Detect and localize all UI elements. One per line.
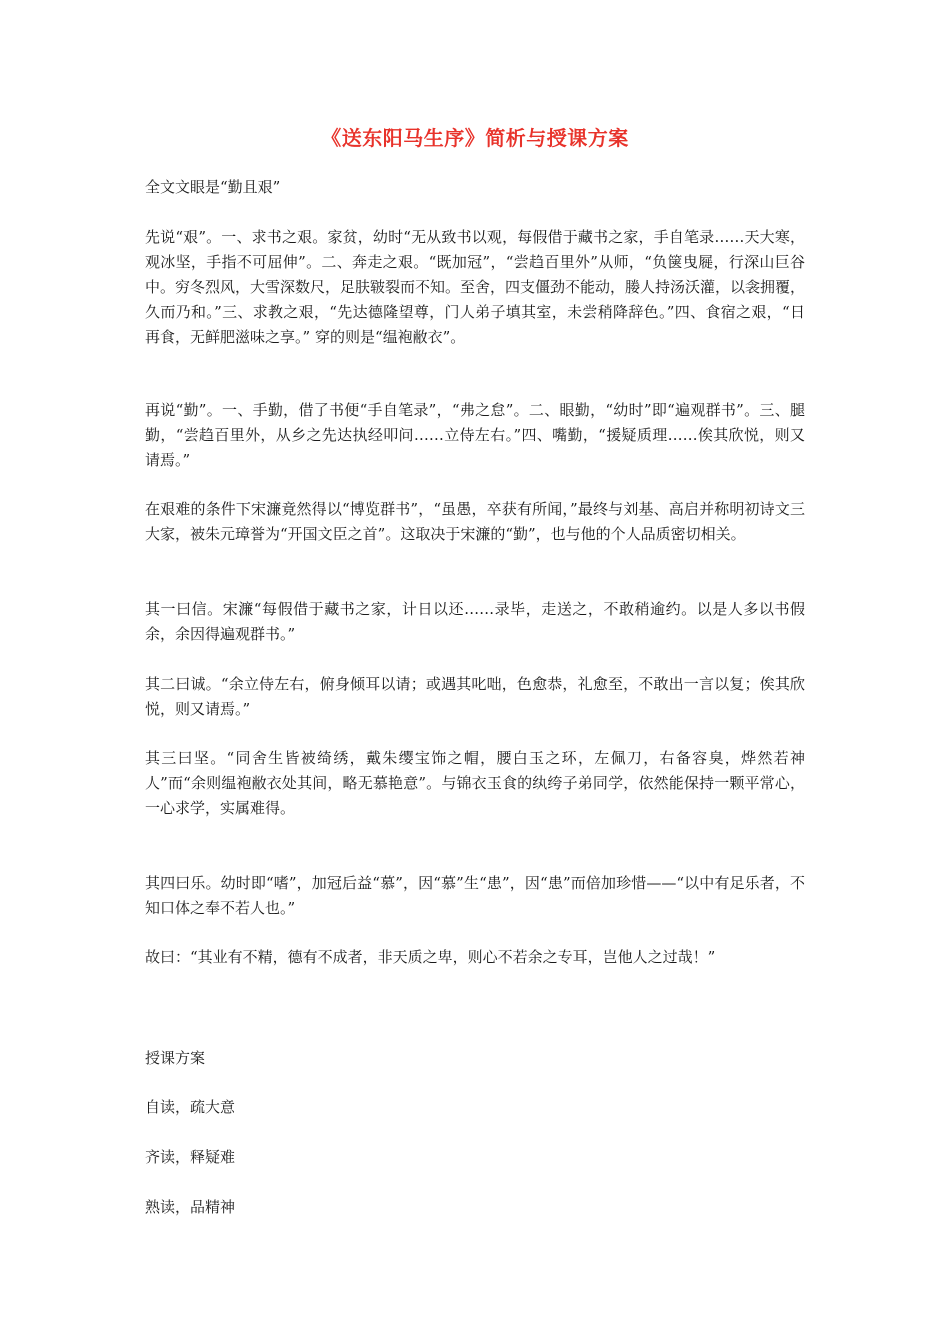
paragraph-achievement: 在艰难的条件下宋濂竟然得以“博览群书”，“虽愚，卒获有所闻，”最终与刘基、高启并称明初诗文三大家，被朱元璋誉为“开国文臣之首”。这取决于宋濂的“勤”，也与他的个人品质密切相关。 <box>145 500 805 543</box>
paragraph-joy: 其四曰乐。幼时即“嗜”，加冠后益“慕”，因“慕”生“患”，因“患”而倍加珍惜——“以中有足乐者，不知口体之奉不若人也。” <box>145 874 805 917</box>
paragraph-firmness: 其三曰坚。“同舍生皆被绮绣，戴朱缨宝饰之帽，腰白玉之环，左佩刀，右备容臭，烨然若神人”而“余则缊袍敝衣处其间，略无慕艳意”。与锦衣玉食的纨绔子弟同学，依然能保持一颗平常心，一心求学，实属难得。 <box>145 749 805 817</box>
teaching-step-3: 熟读，品精神 <box>145 1198 236 1216</box>
paragraph-text-eye: 全文文眼是“勤且艰” <box>145 178 281 196</box>
paragraph-sincerity: 其二曰诚。“余立侍左右，俯身倾耳以请；或遇其叱咄，色愈恭，礼愈至，不敢出一言以复；俟其欣悦，则又请焉。” <box>145 675 805 718</box>
paragraph-hardship: 先说“艰”。一、求书之艰。家贫，幼时“无从致书以观，每假借于藏书之家，手自笔录……天大寒，观冰坚，手指不可屈伸”。二、奔走之艰。“既加冠”，“尝趋百里外”从师，“负箧曳屣，行深山巨谷中。穷冬烈风，大雪深数尺，足肤皲裂而不知。至舍，四支僵劲不能动，媵人持汤沃灌，以衾拥覆，久而乃和。”三、求教之艰，“先达德隆望尊，门人弟子填其室，未尝稍降辞色。”四、食宿之艰，“日再食，无鲜肥滋味之享。” 穿的则是“缊袍敝衣”。 <box>145 228 806 346</box>
teaching-step-2: 齐读，释疑难 <box>145 1148 236 1166</box>
document-title: 《送东阳马生序》简析与授课方案 <box>321 126 629 150</box>
section-heading-teaching-plan: 授课方案 <box>145 1049 206 1067</box>
paragraph-trust: 其一曰信。宋濂“每假借于藏书之家，计日以还……录毕，走送之，不敢稍逾约。以是人多以书假余，余因得遍观群书。” <box>145 600 805 643</box>
paragraph-conclusion: 故曰：“其业有不精，德有不成者，非天质之卑，则心不若余之专耳，岂他人之过哉！” <box>145 948 716 966</box>
paragraph-diligence: 再说“勤”。一、手勤，借了书便“手自笔录”，“弗之怠”。二、眼勤，“幼时”即“遍观群书”。三、腿勤，“尝趋百里外，从乡之先达执经叩问……立侍左右。”四、嘴勤，“援疑质理……俟其欣悦，则又请焉。” <box>145 401 805 469</box>
teaching-step-1: 自读，疏大意 <box>145 1098 236 1116</box>
